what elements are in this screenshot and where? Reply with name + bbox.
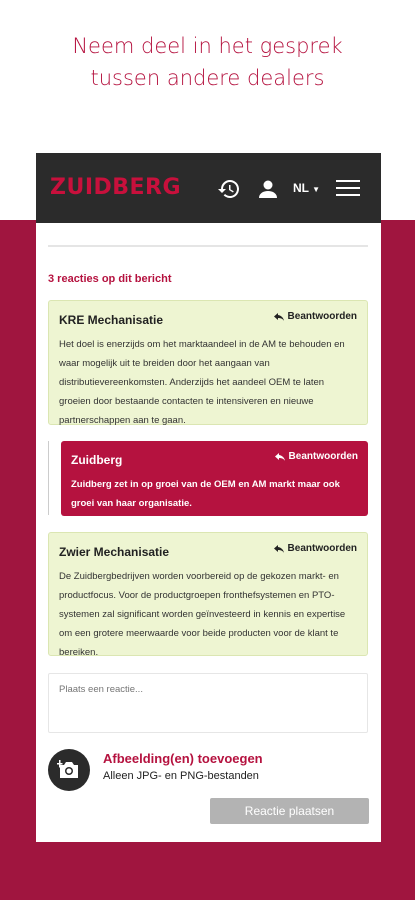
- history-icon[interactable]: [217, 177, 241, 206]
- language-selector[interactable]: [293, 181, 320, 195]
- add-image-title[interactable]: Afbeelding(en) toevoegen: [103, 751, 263, 766]
- comment-count: 3 reacties op dit bericht: [48, 273, 172, 285]
- comment-input[interactable]: [48, 673, 368, 733]
- comment-card-reply: [61, 441, 368, 516]
- post-comment-button[interactable]: Reactie plaatsen: [210, 798, 369, 824]
- comment-text: Het doel is enerzijds om het marktaandeel in de AM te behouden en waar mogelijk uit te breiden door het aangaan van distributievereenkomsten. Anderzijds het aandeel OEM te laten groeien door bestaande contacten te intensiveren en nieuwe partnerschappen aan te gaan.: [59, 339, 345, 426]
- user-icon[interactable]: [256, 177, 280, 206]
- comment-author: KRE Mechanisatie: [59, 313, 164, 327]
- top-bar: [36, 153, 381, 223]
- comment-card: [48, 532, 368, 656]
- comment-author: Zuidberg: [71, 453, 123, 467]
- comment-text: Zuidberg zet in op groei van de OEM en AM markt maar ook groei van haar organisatie.: [71, 479, 340, 509]
- camera-add-icon: [57, 760, 81, 780]
- reply-icon: [274, 545, 284, 553]
- reply-icon: [275, 453, 285, 461]
- reply-label: Beantwoorden: [288, 451, 358, 462]
- reply-label: Beantwoorden: [287, 311, 357, 322]
- chevron-down-icon: ▼: [312, 185, 321, 194]
- app-screen: [36, 153, 381, 842]
- reply-icon: [274, 313, 284, 321]
- reply-button[interactable]: [274, 311, 357, 322]
- language-label: NL: [293, 181, 309, 195]
- comment-author: Zwier Mechanisatie: [59, 545, 170, 559]
- menu-icon[interactable]: [336, 180, 360, 201]
- reply-button[interactable]: [275, 451, 358, 462]
- thread-line: [48, 441, 49, 515]
- headline-line-1: Neem deel in het gesprek: [72, 34, 343, 58]
- divider: [48, 245, 368, 247]
- headline-line-2: tussen andere dealers: [90, 66, 325, 90]
- add-image-button[interactable]: [48, 749, 90, 791]
- headline: [0, 30, 415, 94]
- comment-text: De Zuidbergbedrijven worden voorbereid op de gekozen markt- en productfocus. Voor de productgroepen fronthefsystemen en PTO-systemen zal significant worden geïnvesteerd in kennis en expertise om een grotere meerwaarde voor beide producten voor de klant te bereiken.: [59, 571, 346, 658]
- reply-label: Beantwoorden: [287, 543, 357, 554]
- reply-button[interactable]: [274, 543, 357, 554]
- brand-logo[interactable]: ZUIDBERG: [50, 175, 182, 200]
- comment-card: [48, 300, 368, 425]
- add-image-hint: Alleen JPG- en PNG-bestanden: [103, 770, 259, 782]
